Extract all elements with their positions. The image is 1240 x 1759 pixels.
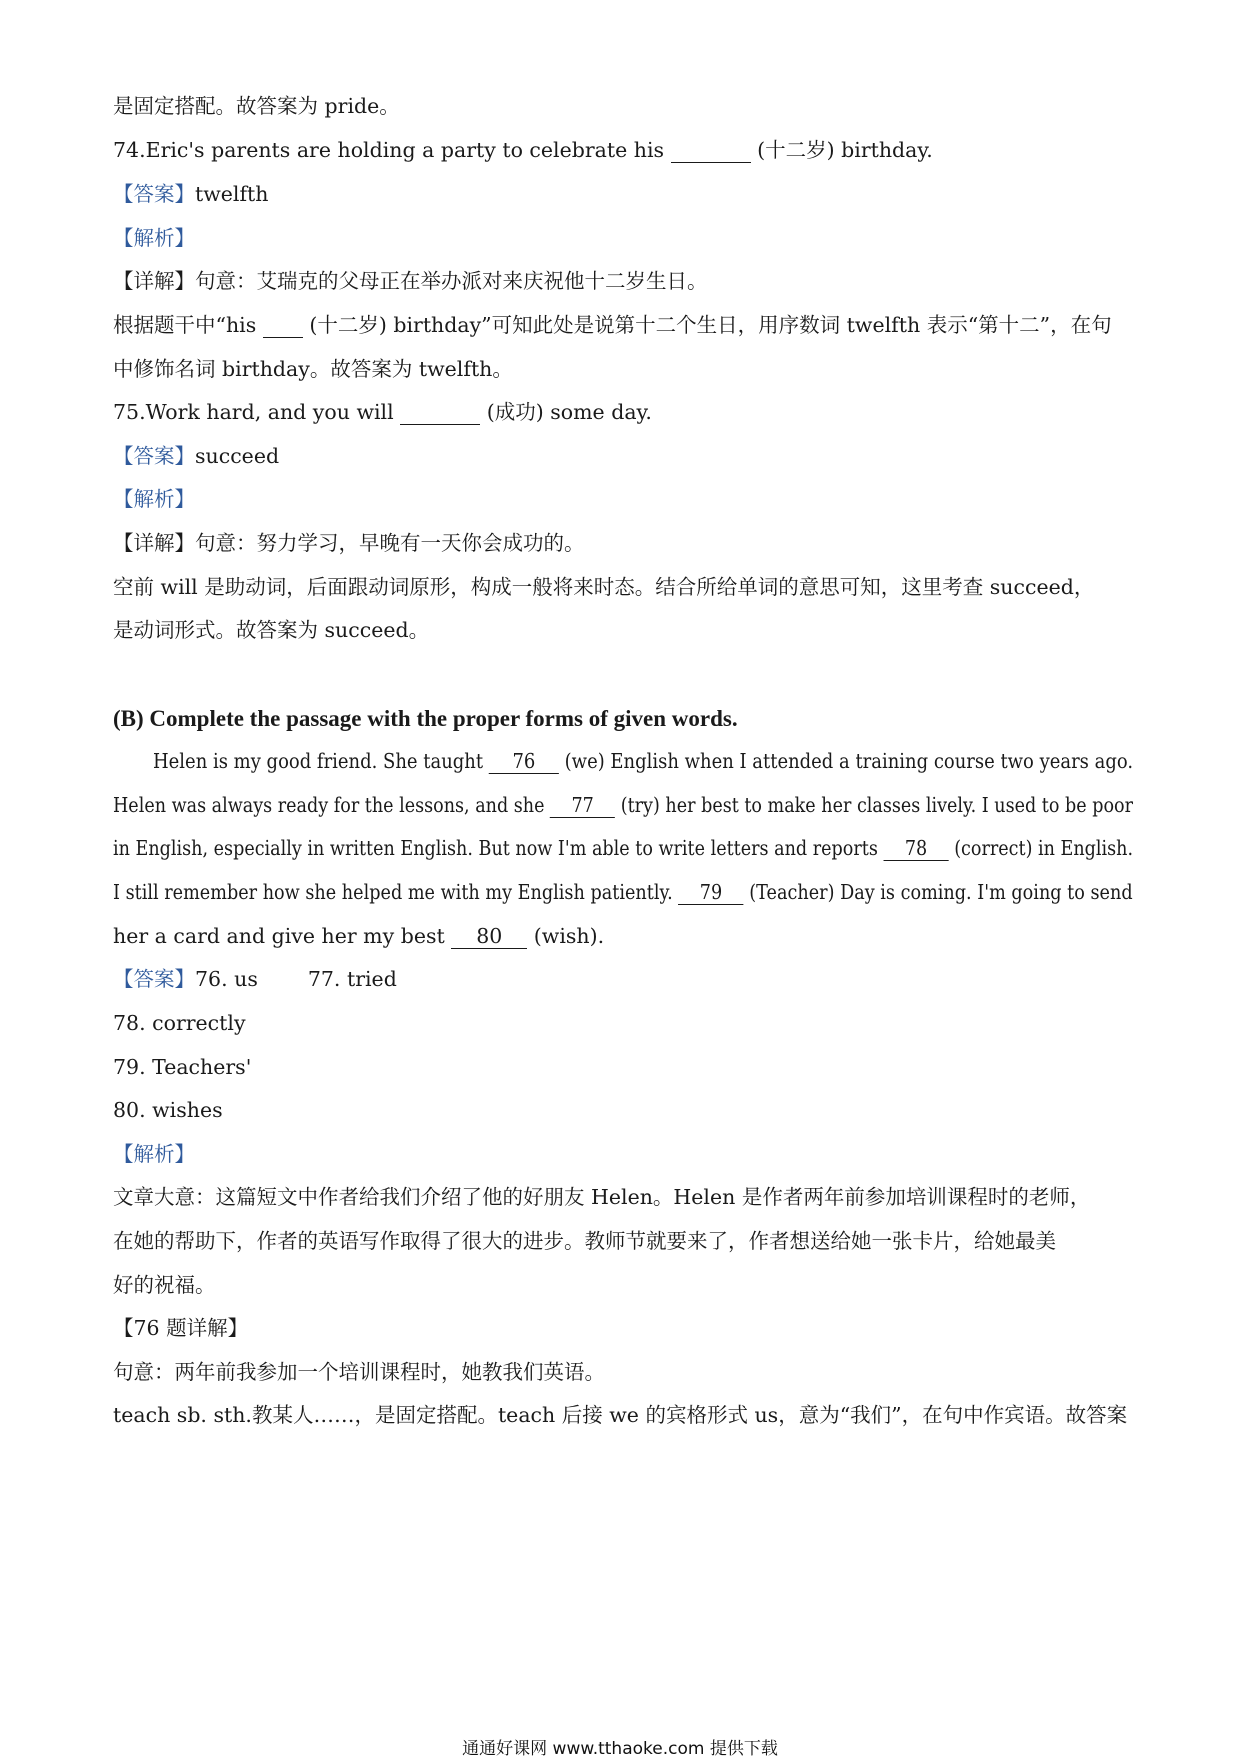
q75-answer-text: succeed [195,444,280,468]
q74-explain-2: 中修饰名词 birthday。故答案为 twelfth。 [113,357,513,381]
section-b-analysis-tag: 【解析】 [113,1142,195,1166]
passage-text: (correct) in English. [954,836,1134,860]
section-b-heading: (B) Complete the passage with the proper forms of given words. [113,706,738,731]
q75-analysis-tag: 【解析】 [113,487,195,511]
q75-prompt-before: 75.Work hard, and you will [113,400,394,424]
q75-detail: 【详解】句意：努力学习，早晚有一天你会成功的。 [113,531,585,555]
q74-analysis-tag: 【解析】 [113,226,195,250]
answer-tag: 【答案】 [113,967,195,991]
blank-77: 77 [550,795,615,818]
passage-line-5 [113,926,604,949]
q75-explain-1: 空前 will 是助动词，后面跟动词原形，构成一般将来时态。结合所给单词的意思可知，这里考查 succeed， [113,575,1095,599]
passage-text: (we) English when I attended a training course two years ago. [564,749,1134,773]
blank-79: 79 [678,882,743,905]
answer-77: 77. tried [307,967,397,991]
passage-text: Helen is my good friend. She taught [153,749,484,773]
passage-text: I still remember how she helped me with my English patiently. [113,880,673,904]
blank-80: 80 [451,926,527,949]
detail-76-explain: teach sb. sth.教某人……，是固定搭配。teach 后接 we 的宾格形式 us，意为“我们”，在句中作宾语。故答案 [113,1403,1128,1427]
q75-prompt-after: (成功) some day. [486,400,652,424]
answer-80: 80. wishes [113,1098,223,1122]
passage-line-4 [113,882,1133,905]
section-b-answer [113,969,397,990]
q74-explain-1a: 根据题干中“his [113,313,257,337]
q74-detail: 【详解】句意：艾瑞克的父母正在举办派对来庆祝他十二岁生日。 [113,269,708,293]
answer-tag: 【答案】 [113,182,195,206]
q74-prompt-after: (十二岁) birthday. [757,138,933,162]
summary-line-2: 在她的帮助下，作者的英语写作取得了很大的进步。教师节就要来了，作者想送给她一张卡片，给她最美 [113,1229,1056,1253]
detail-76-meaning: 句意：两年前我参加一个培训课程时，她教我们英语。 [113,1360,605,1384]
q74-answer-text: twelfth [195,182,269,206]
page-footer: 通通好课网 www.tthaoke.com 提供下载 [462,1739,778,1759]
q74-prompt-before: 74.Eric's parents are holding a party to celebrate his [113,138,665,162]
answer-76: 76. us [195,967,258,991]
q73-tail: 是固定搭配。故答案为 pride。 [113,94,400,118]
passage-line-3 [113,838,1133,861]
detail-76-tag: 【76 题详解】 [113,1316,249,1340]
summary-line-1: 文章大意：这篇短文中作者给我们介绍了他的好朋友 Helen。Helen 是作者两年前参加培训课程时的老师， [113,1185,1091,1209]
passage-line-1 [153,751,1133,774]
answer-78: 78. correctly [113,1011,246,1035]
answer-tag: 【答案】 [113,444,195,468]
summary-line-3: 好的祝福。 [113,1273,216,1297]
q74-answer [113,184,269,205]
passage-text: (try) her best to make her classes lively. I used to be poor [620,793,1133,817]
q75-blank [400,402,480,425]
q75-answer [113,446,279,467]
passage-text: (Teacher) Day is coming. I'm going to send [749,880,1133,904]
blank-78: 78 [883,838,948,861]
blank-76: 76 [489,751,559,774]
passage-text: in English, especially in written English. But now I'm able to write letters and reports [113,836,878,860]
q74-explain-1 [113,315,1112,338]
q74-explain-1b: (十二岁) birthday”可知此处是说第十二个生日，用序数词 twelfth 表示“第十二”，在句 [309,313,1112,337]
passage-line-2 [113,795,1133,818]
answer-79: 79. Teachers' [113,1055,252,1079]
passage-text: Helen was always ready for the lessons, and she [113,793,545,817]
q75-prompt [113,402,652,425]
q74-prompt [113,140,933,163]
q74-explain-blank [263,315,303,338]
q74-blank [671,140,751,163]
passage-text: her a card and give her my best [113,924,445,948]
passage-text: (wish). [533,924,605,948]
q75-explain-2: 是动词形式。故答案为 succeed。 [113,618,430,642]
